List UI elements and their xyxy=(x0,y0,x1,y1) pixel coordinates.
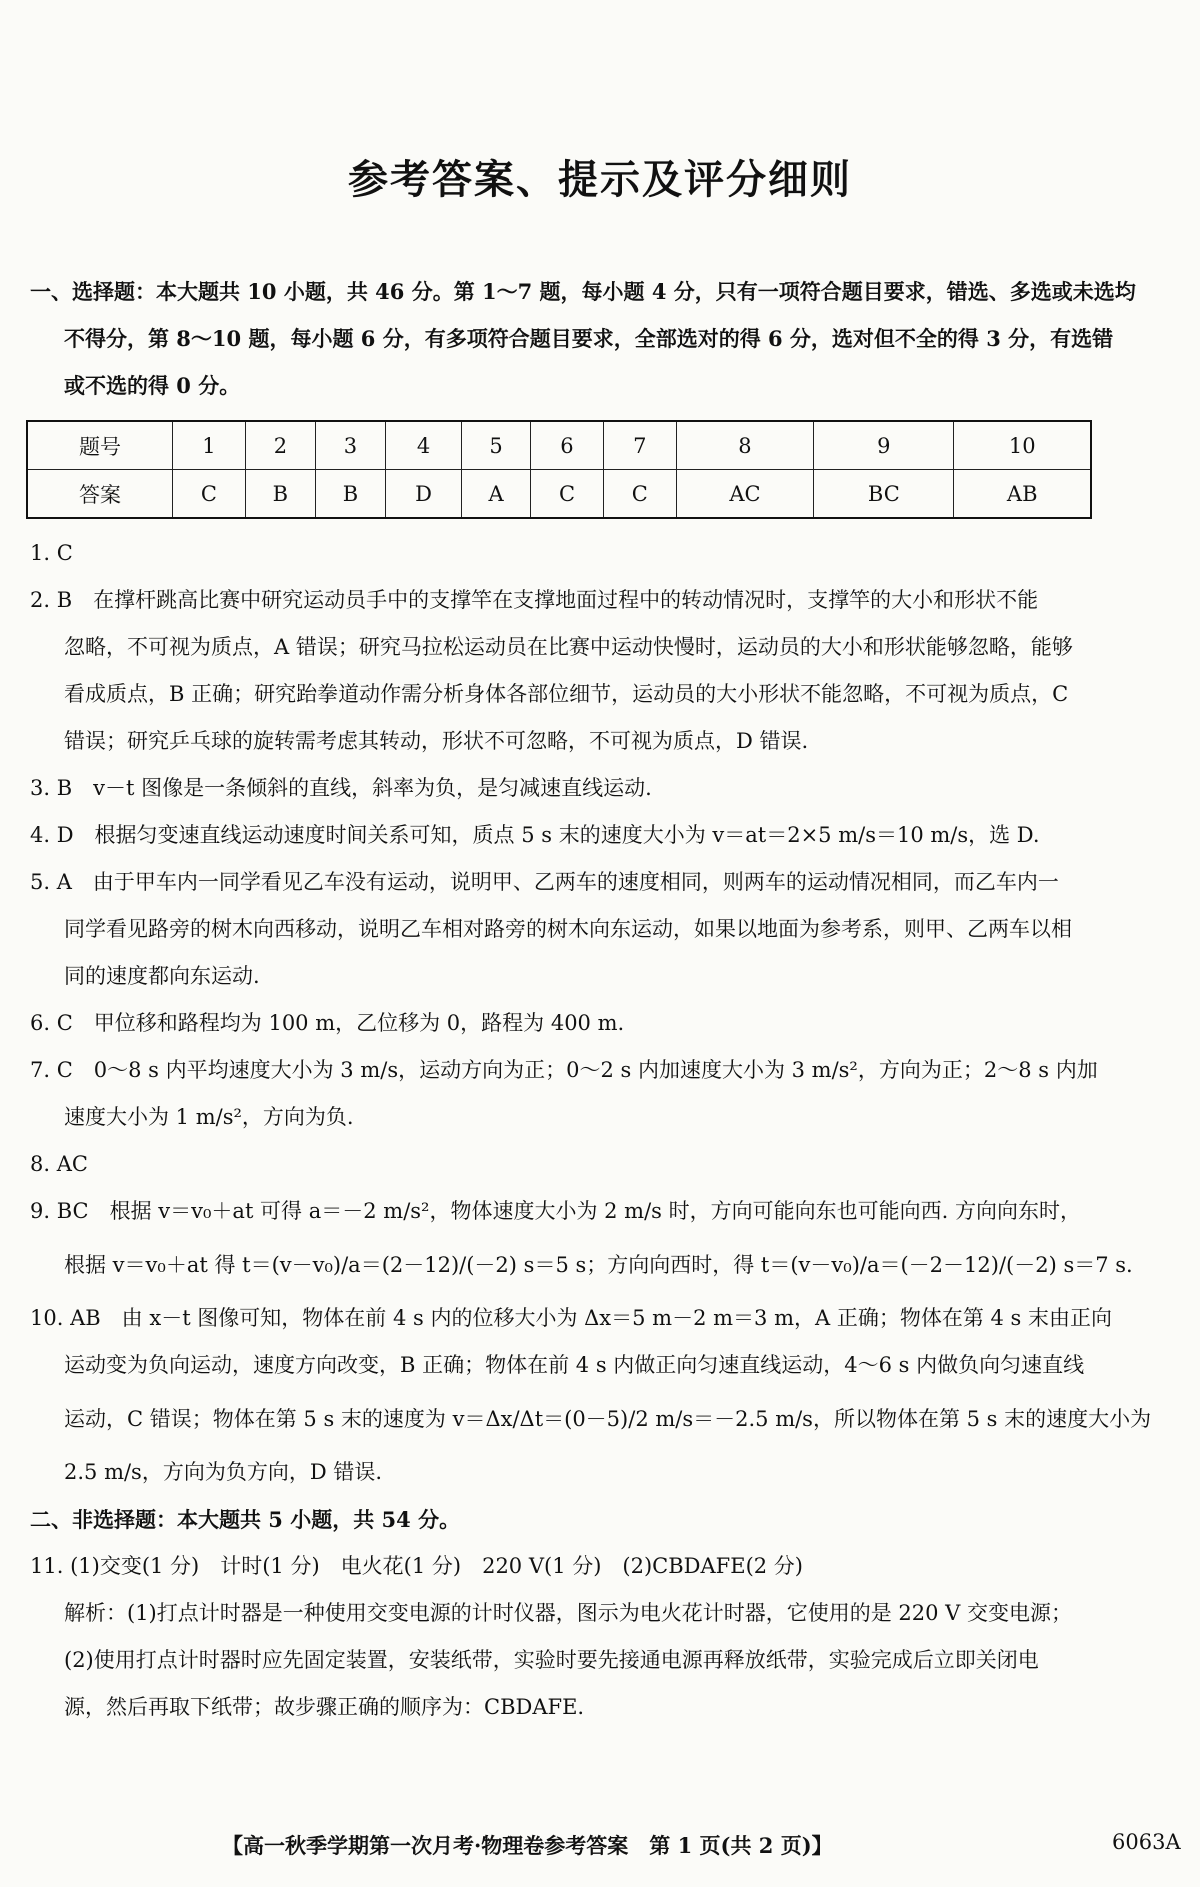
answer-q7-line: 7. C 0～8 s 内平均速度大小为 3 m/s，运动方向为正；0～2 s 内加速度大小为 3 m/s²，方向为正；2～8 s 内加 xyxy=(30,1058,1098,1082)
answer-q3: 3. B v－t 图像是一条倾斜的直线，斜率为负，是匀减速直线运动. xyxy=(30,776,652,800)
table-cell: AB xyxy=(954,470,1091,519)
table-cell: 5 xyxy=(462,421,531,470)
table-cell: B xyxy=(315,470,385,519)
row-label: 题号 xyxy=(27,421,173,470)
footer-title: 【高一秋季学期第一次月考·物理卷参考答案 第 1 页(共 2 页)】 xyxy=(222,1833,833,1858)
table-cell: 10 xyxy=(954,421,1091,470)
answer-q7-line: 速度大小为 1 m/s²，方向为负. xyxy=(64,1105,354,1129)
row-label: 答案 xyxy=(27,470,173,519)
page-title: 参考答案、提示及评分细则 xyxy=(348,156,852,203)
section2-heading: 二、非选择题：本大题共 5 小题，共 54 分。 xyxy=(30,1507,461,1532)
section1-line: 或不选的得 0 分。 xyxy=(64,373,241,398)
answer-q6: 6. C 甲位移和路程均为 100 m，乙位移为 0，路程为 400 m. xyxy=(30,1011,625,1035)
table-cell: 2 xyxy=(245,421,315,470)
table-cell: 1 xyxy=(173,421,246,470)
section1-line: 一、选择题：本大题共 10 小题，共 46 分。第 1～7 题，每小题 4 分，只有一项符合题目要求，错选、多选或未选均 xyxy=(30,279,1136,304)
table-cell: 4 xyxy=(386,421,462,470)
table-cell: 6 xyxy=(531,421,604,470)
table-cell: C xyxy=(603,470,676,519)
answer-q4: 4. D 根据匀变速直线运动速度时间关系可知，质点 5 s 末的速度大小为 v＝at＝2×5 m/s＝10 m/s，选 D. xyxy=(30,823,1040,847)
answer-q1: 1. C xyxy=(30,541,73,565)
table-cell: 3 xyxy=(315,421,385,470)
table-cell: C xyxy=(531,470,604,519)
answer-q10-line: 2.5 m/s，方向为负方向，D 错误. xyxy=(64,1460,383,1484)
section1-line: 不得分，第 8～10 题，每小题 6 分，有多项符合题目要求，全部选对的得 6 分，选对但不全的得 3 分，有选错 xyxy=(64,326,1114,351)
answer-q2-line: 2. B 在撑杆跳高比赛中研究运动员手中的支撑竿在支撑地面过程中的转动情况时，支撑竿的大小和形状不能 xyxy=(30,588,1039,612)
section1-instructions xyxy=(30,268,1175,409)
answer-q2-line: 忽略，不可视为质点，A 错误；研究马拉松运动员在比赛中运动快慢时，运动员的大小和形状能够忽略，能够 xyxy=(64,635,1073,659)
answer-q10-line: 10. AB 由 x－t 图像可知，物体在前 4 s 内的位移大小为 Δx＝5 m－2 m＝3 m，A 正确；物体在第 4 s 末由正向 xyxy=(30,1306,1112,1330)
answer-q5-line: 5. A 由于甲车内一同学看见乙车没有运动，说明甲、乙两车的速度相同，则两车的运动情况相同，而乙车内一 xyxy=(30,870,1059,894)
answer-q11-line: 解析：(1)打点计时器是一种使用交变电源的计时仪器，图示为电火花计时器，它使用的是 220 V 交变电源； xyxy=(64,1601,1073,1625)
answer-q5-line: 同的速度都向东运动. xyxy=(64,964,260,988)
table-row-numbers xyxy=(27,421,1091,470)
table-cell: 8 xyxy=(676,421,813,470)
table-cell: B xyxy=(245,470,315,519)
table-cell: 7 xyxy=(603,421,676,470)
table-cell: C xyxy=(173,470,246,519)
table-cell: BC xyxy=(814,470,954,519)
answer-q11-line: (2)使用打点计时器时应先固定装置，安装纸带，实验时要先接通电源再释放纸带，实验完成后立即关闭电 xyxy=(64,1648,1039,1672)
table-cell: D xyxy=(386,470,462,519)
answer-q2-line: 错误；研究乒乓球的旋转需考虑其转动，形状不可忽略，不可视为质点，D 错误. xyxy=(64,729,809,753)
answer-q2-line: 看成质点，B 正确；研究跆拳道动作需分析身体各部位细节，运动员的大小形状不能忽略，不可视为质点，C xyxy=(64,682,1069,706)
answer-q10-line: 运动变为负向运动，速度方向改变，B 正确；物体在前 4 s 内做正向匀速直线运动，4～6 s 内做负向匀速直线 xyxy=(64,1353,1085,1377)
table-row-answers xyxy=(27,470,1091,519)
answer-q10-line: 运动，C 错误；物体在第 5 s 末的速度为 v＝Δx/Δt＝(0－5)/2 m/s＝－2.5 m/s，所以物体在第 5 s 末的速度大小为 xyxy=(64,1407,1152,1431)
explanations xyxy=(30,530,1175,1731)
answer-table xyxy=(26,420,1092,519)
answer-q11-line: 11. (1)交变(1 分) 计时(1 分) 电火花(1 分) 220 V(1 分) (2)CBDAFE(2 分) xyxy=(30,1554,803,1578)
answer-q8: 8. AC xyxy=(30,1152,88,1176)
answer-q9-line: 根据 v＝v₀＋at 得 t＝(v－v₀)/a＝(2－12)/(－2) s＝5 s；方向向西时，得 t＝(v－v₀)/a＝(－2－12)/(－2) s＝7 s. xyxy=(64,1253,1133,1277)
answer-q9-line: 9. BC 根据 v＝v₀＋at 可得 a＝－2 m/s²，物体速度大小为 2 m/s 时，方向可能向东也可能向西. 方向向东时， xyxy=(30,1199,1081,1223)
table-cell: A xyxy=(462,470,531,519)
footer-code: 6063A xyxy=(1112,1830,1181,1854)
answer-q11-line: 源，然后再取下纸带；故步骤正确的顺序为：CBDAFE. xyxy=(64,1695,585,1719)
table-cell: 9 xyxy=(814,421,954,470)
answer-q5-line: 同学看见路旁的树木向西移动，说明乙车相对路旁的树木向东运动，如果以地面为参考系，则甲、乙两车以相 xyxy=(64,917,1072,941)
table-cell: AC xyxy=(676,470,813,519)
